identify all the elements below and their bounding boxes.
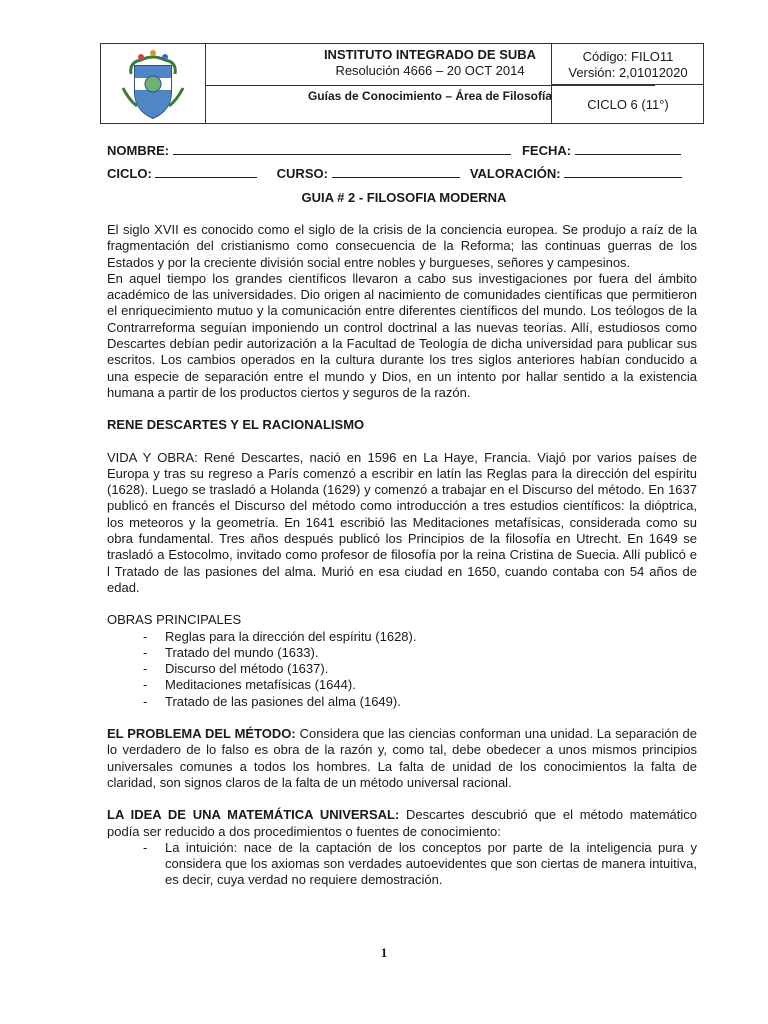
ciclo-field[interactable] xyxy=(155,165,257,178)
guide-title: GUIA # 2 - FILOSOFIA MODERNA xyxy=(301,190,507,205)
logo-cell xyxy=(101,44,206,123)
document-version: Versión: 2,01012020 xyxy=(568,65,688,80)
list-item: - Tratado de las pasiones del alma (1649). xyxy=(143,693,401,709)
obras-list xyxy=(107,629,697,710)
list-item: - Discurso del método (1637). xyxy=(143,661,329,677)
nombre-field[interactable] xyxy=(173,142,511,155)
matematica-label: LA IDEA DE UNA MATEMÁTICA UNIVERSAL: xyxy=(107,807,400,823)
intro-paragraph: El siglo XVII es conocido como el siglo de la crisis de la conciencia europea. Se produjo a raíz de la fragmentación del cristianismo como consecuencia de la Reforma; las continuas guerras de los Estados y por la creciente división social entre nobles y burgueses, señores y campesinos. xyxy=(107,222,697,270)
guide-area-title: Guías de Conocimiento – Área de Filosofía xyxy=(307,89,553,103)
list-item: - La intuición: nace de la captación de los conceptos por parte de la inteligencia pura y considera que los axiomas son verdades autoevidentes que son ciertas de manera intuitiva, es decir, cuya verdad no requiere demostración. xyxy=(143,839,697,888)
fecha-label: FECHA: xyxy=(521,143,572,158)
matematica-text: Descartes descubrió que el método matemático podía ser reducido a dos procedimientos o fuentes de conocimiento: xyxy=(107,807,697,839)
guide-content xyxy=(107,222,697,889)
document-code: Código: FILO11 xyxy=(582,49,674,64)
matematica-list xyxy=(107,840,697,889)
section-heading: RENE DESCARTES Y EL RACIONALISMO xyxy=(107,417,365,433)
obra-text: Discurso del método (1637). xyxy=(165,661,329,677)
vida-obra-paragraph: VIDA Y OBRA: René Descartes, nació en 1596 en La Haye, Francia. Viajó por varios países de Europa y tras su regreso a París comenzó a escribir en latín las Reglas para la dirección del espíritu (1628). Luego se trasladó a Holanda (1629) y comenzó a trabajar en el Discurso del método. En 1637 publicó en francés el Discurso del método como introducción a tres estudios científicos: la dióptrica, los meteoros y la geometría. En 1641 escribió las Meditaciones metafísicas, considerada como su obra fundamental. Tres años después publicó los Principios de la filosofía en Utrecht. En 1649 se trasladó a Estocolmo, invitado como profesor de filosofía por la reina Cristina de Suecia. Allí publicó e l Tratado de las pasiones del alma. Murió en esa ciudad en 1650, cuando contaba con 54 años de edad. xyxy=(107,449,697,595)
problema-label: EL PROBLEMA DEL MÉTODO: xyxy=(107,726,296,742)
curso-field[interactable] xyxy=(332,165,460,178)
list-item: - Tratado del mundo (1633). xyxy=(143,644,319,660)
page-number: 1 xyxy=(380,945,388,960)
obra-text: Tratado de las pasiones del alma (1649). xyxy=(165,693,401,709)
header-code-cell xyxy=(552,44,704,85)
valoracion-label: VALORACIÓN: xyxy=(469,166,561,181)
cycle-label: CICLO 6 (11°) xyxy=(587,97,669,112)
nombre-label: NOMBRE: xyxy=(107,143,170,158)
obra-text: Meditaciones metafísicas (1644). xyxy=(165,677,356,693)
school-shield-crest-icon xyxy=(101,44,205,123)
name-date-row xyxy=(107,142,681,158)
obra-text: Reglas para la dirección del espíritu (1628). xyxy=(165,628,417,644)
problema-paragraph xyxy=(107,726,697,791)
institution-name: INSTITUTO INTEGRADO DE SUBA xyxy=(323,47,537,62)
list-item: - Meditaciones metafísicas (1644). xyxy=(143,677,356,693)
resolution-text: Resolución 4666 – 20 OCT 2014 xyxy=(335,63,525,78)
valoracion-field[interactable] xyxy=(564,165,682,178)
list-item: - Reglas para la dirección del espíritu (1628). xyxy=(143,628,417,644)
intro-paragraph: En aquel tiempo los grandes científicos llevaron a cabo sus investigaciones por fuera del ámbito académico de las universidades. Dio origen al nacimiento de comunidades científicas que permitieron el enriquecimiento mutuo y la comunicación entre diferentes científicos del mundo. Los teólogos de la Contrarreforma seguían imponiendo un control doctrinal a las nuevas teorías. Allí, estudiosos como Descartes debían pedir autorización a la Facultad de Teología de dicha universidad para publicar sus escritos. Los cambios operados en la cultura durante los tres siglos anteriores habían conducido a una especie de separación entre el mundo y Dios, en un intento por hallar sentido a la existencia humana a partir de los productos ciertos y seguros de la razón. xyxy=(107,270,697,400)
matematica-paragraph xyxy=(107,807,697,840)
obra-text: Tratado del mundo (1633). xyxy=(165,644,319,660)
header-right xyxy=(551,44,704,123)
obras-heading: OBRAS PRINCIPALES xyxy=(107,612,242,628)
fecha-field[interactable] xyxy=(575,142,681,155)
cycle-course-row xyxy=(107,165,682,181)
header-table xyxy=(100,43,704,124)
ciclo-label: CICLO: xyxy=(107,166,152,181)
problema-text: Considera que las ciencias conforman una unidad. La separación de lo verdadero de lo falso es obra de la razón y, como tal, debe obedecer a unos mismos principios universales comunes a todos los hombres. La falta de unidad de los conocimientos la falta de claridad, son signos claros de la falta de un método universal racional. xyxy=(107,726,697,790)
curso-label: CURSO: xyxy=(276,166,328,181)
intuicion-text: La intuición: nace de la captación de los conceptos por parte de la inteligencia pura y considera que los axiomas son verdades autoevidentes que son ciertas de manera intuitiva, es decir, cuya verdad no requiere demostración. xyxy=(165,839,697,888)
